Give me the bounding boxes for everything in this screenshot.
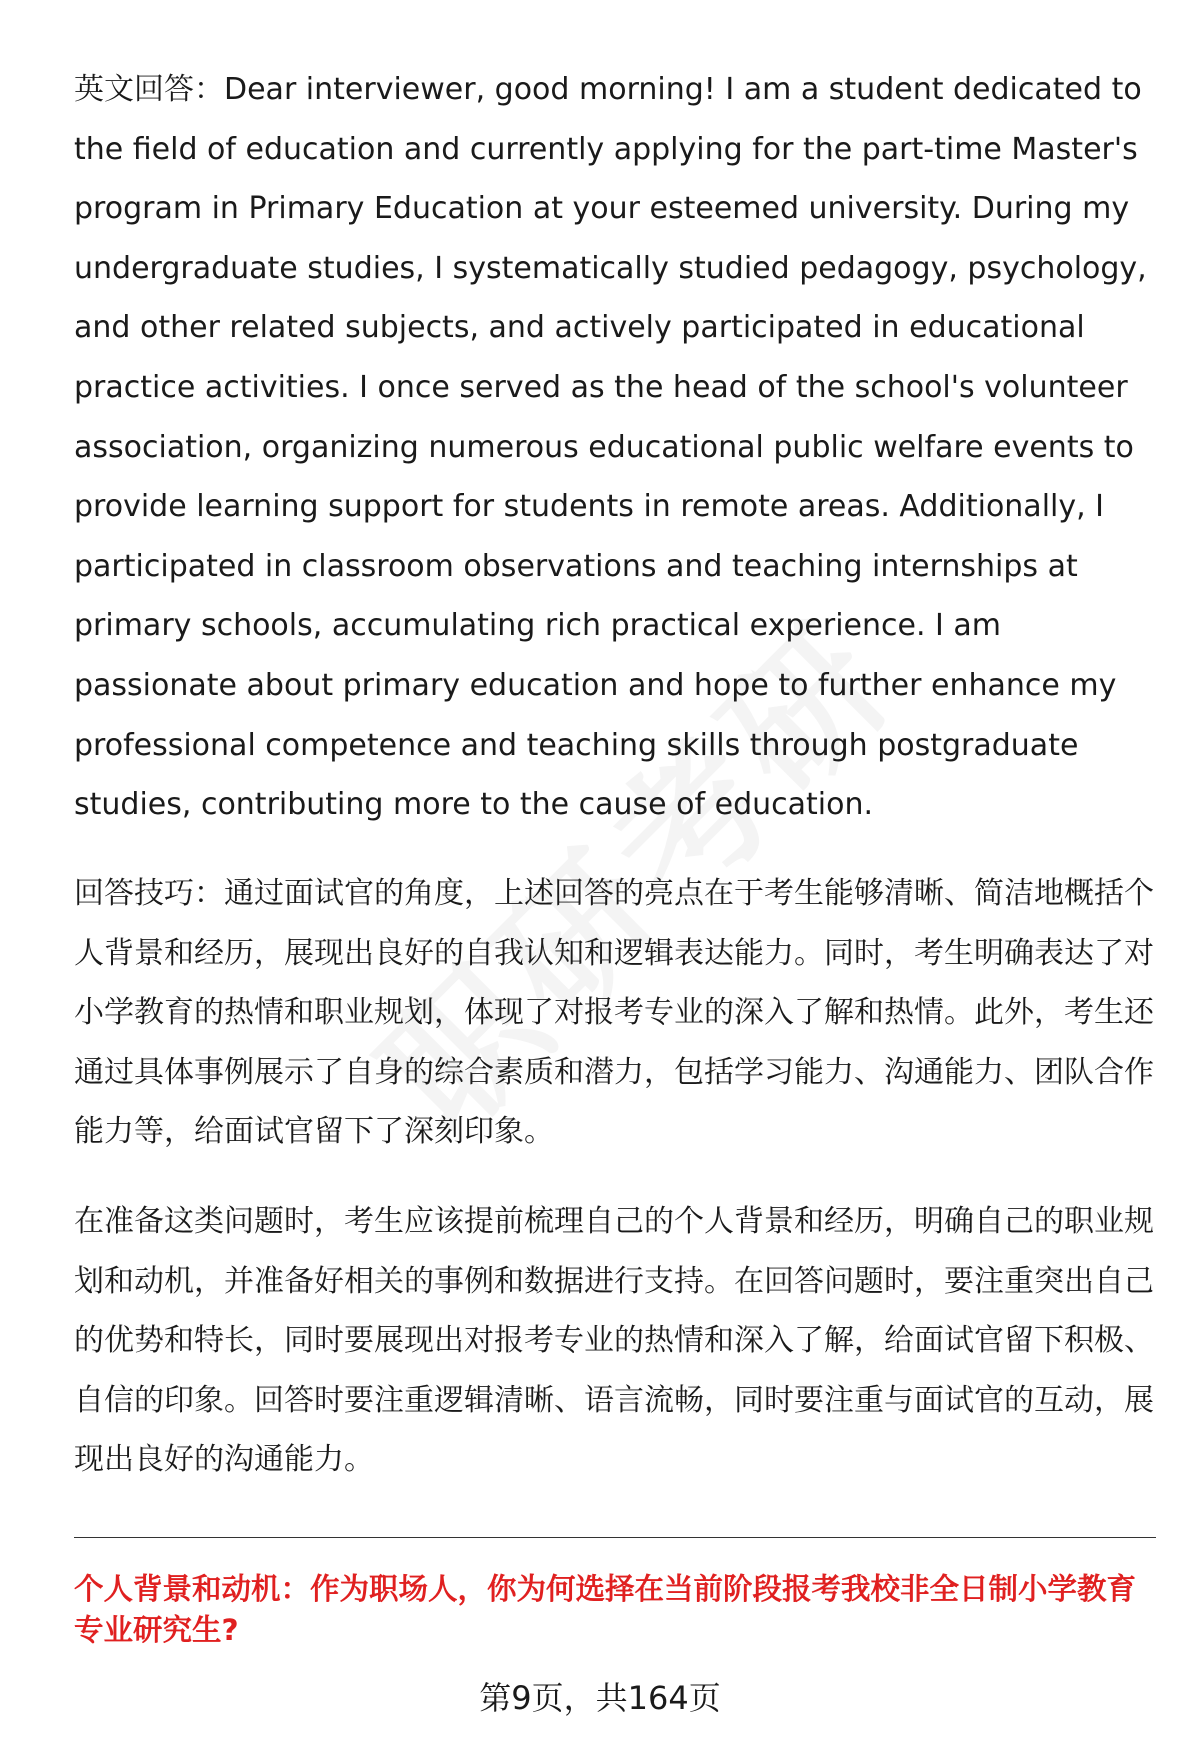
page-number-footer: 第9页，共164页 <box>479 1679 721 1717</box>
answer-tips-text: 通过面试官的角度，上述回答的亮点在于考生能够清晰、简洁地概括个人背景和经历，展现出良好的自我认知和逻辑表达能力。同时，考生明确表达了对小学教育的热情和职业规划，体现了对报考专业的深入了解和热情。此外，考生还通过具体事例展示了自身的综合素质和潜力，包括学习能力、沟通能力、团队合作能力等，给面试官留下了深刻印象。 <box>74 876 1154 1150</box>
english-answer-paragraph <box>74 60 1154 835</box>
english-answer-text: Dear interviewer, good morning! I am a student dedicated to the field of education and currently applying for the part-time Master's program in Primary Education at your esteemed university. During my undergraduate studies, I systematically studied pedagogy, psychology, and other related subjects, and actively participated in educational practice activities. I once served as the head of the school's volunteer association, organizing numerous educational public welfare events to provide learning support for students in remote areas. Additionally, I participated in classroom observations and teaching internships at primary schools, accumulating rich practical experience. I am passionate about primary education and hope to further enhance my professional competence and teaching skills through postgraduate studies, contributing more to the cause of education. <box>74 72 1147 823</box>
next-question-heading: 个人背景和动机：作为职场人，你为何选择在当前阶段报考我校非全日制小学教育专业研究生? <box>74 1572 1137 1647</box>
section-divider <box>74 1537 1156 1538</box>
answer-tips-label: 回答技巧： <box>74 876 224 911</box>
answer-tips-paragraph <box>74 864 1154 1162</box>
english-answer-label: 英文回答： <box>74 72 224 107</box>
preparation-advice-paragraph: 在准备这类问题时，考生应该提前梳理自己的个人背景和经历，明确自己的职业规划和动机，并准备好相关的事例和数据进行支持。在回答问题时，要注重突出自己的优势和特长，同时要展现出对报考专业的热情和深入了解，给面试官留下积极、自信的印象。回答时要注重逻辑清晰、语言流畅，同时要注重与面试官的互动，展现出良好的沟通能力。 <box>74 1204 1154 1478</box>
